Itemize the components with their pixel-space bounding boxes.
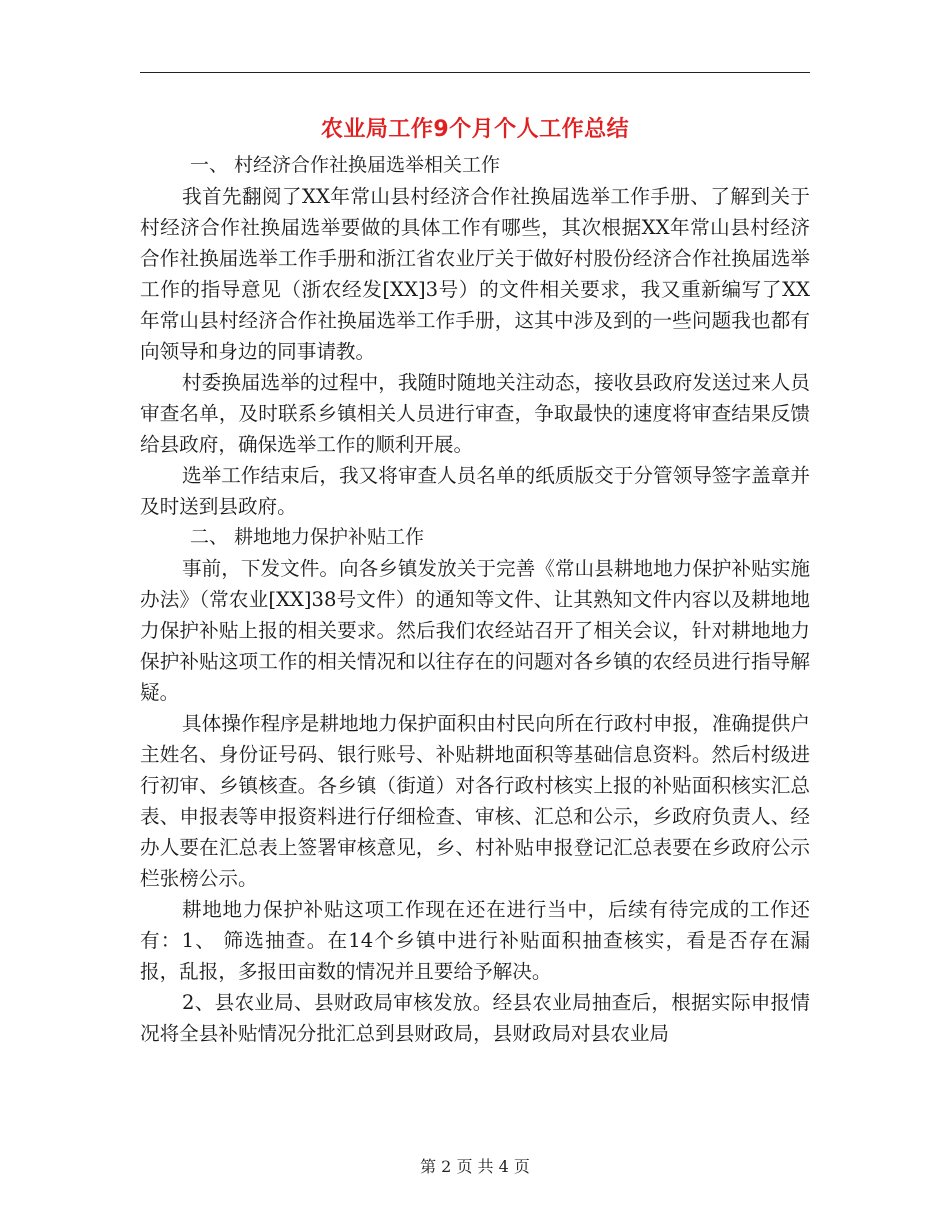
document-body <box>140 150 810 1049</box>
body-paragraph: 村委换届选举的过程中，我随时随地关注动态，接收县政府发送过来人员审查名单，及时联系乡镇相关人员进行审查，争取最快的速度将审查结果反馈给县政府，确保选举工作的顺利开展。 <box>140 371 810 456</box>
document-title: 农业局工作9个月个人工作总结 <box>320 117 630 142</box>
body-paragraph: 2、县农业局、县财政局审核发放。经县农业局抽查后，根据实际申报情况将全县补贴情况分批汇总到县财政局，县财政局对县农业局 <box>140 991 810 1045</box>
body-paragraph: 事前，下发文件。向各乡镇发放关于完善《常山县耕地地力保护补贴实施办法》（常农业[XX]38号文件）的通知等文件、让其熟知文件内容以及耕地地力保护补贴上报的相关要求。然后我们农经站召开了相关会议，针对耕地地力保护补贴这项工作的相关情况和以往存在的问题对各乡镇的农经员进行指导解疑。 <box>140 557 810 704</box>
body-paragraph: 耕地地力保护补贴这项工作现在还在进行当中，后续有待完成的工作还有：1、 筛选抽查。在14个乡镇中进行补贴面积抽查核实，看是否存在漏报，乱报，多报田亩数的情况并且要给予解决。 <box>140 898 810 983</box>
header-rule <box>140 72 810 73</box>
body-paragraph: 选举工作结束后，我又将审查人员名单的纸质版交于分管领导签字盖章并及时送到县政府。 <box>140 464 810 518</box>
page-footer: 第 2 页 共 4 页 <box>420 1157 530 1176</box>
section-heading: 一、 村经济合作社换届选举相关工作 <box>190 154 501 176</box>
section-heading: 二、 耕地地力保护补贴工作 <box>190 526 425 548</box>
body-paragraph: 具体操作程序是耕地地力保护面积由村民向所在行政村申报，准确提供户主姓名、身份证号码、银行账号、补贴耕地面积等基础信息资料。然后村级进行初审、乡镇核查。各乡镇（街道）对各行政村核实上报的补贴面积核实汇总表、申报表等申报资料进行仔细检查、审核、汇总和公示，乡政府负责人、经办人要在汇总表上签署审核意见，乡、村补贴申报登记汇总表要在乡政府公示栏张榜公示。 <box>140 712 810 890</box>
body-paragraph: 我首先翻阅了XX年常山县村经济合作社换届选举工作手册、了解到关于村经济合作社换届选举要做的具体工作有哪些，其次根据XX年常山县村经济合作社换届选举工作手册和浙江省农业厅关于做好村股份经济合作社换届选举工作的指导意见（浙农经发[XX]3号）的文件相关要求，我又重新编写了XX年常山县村经济合作社换届选举工作手册，这其中涉及到的一些问题我也都有向领导和身边的同事请教。 <box>140 185 810 363</box>
